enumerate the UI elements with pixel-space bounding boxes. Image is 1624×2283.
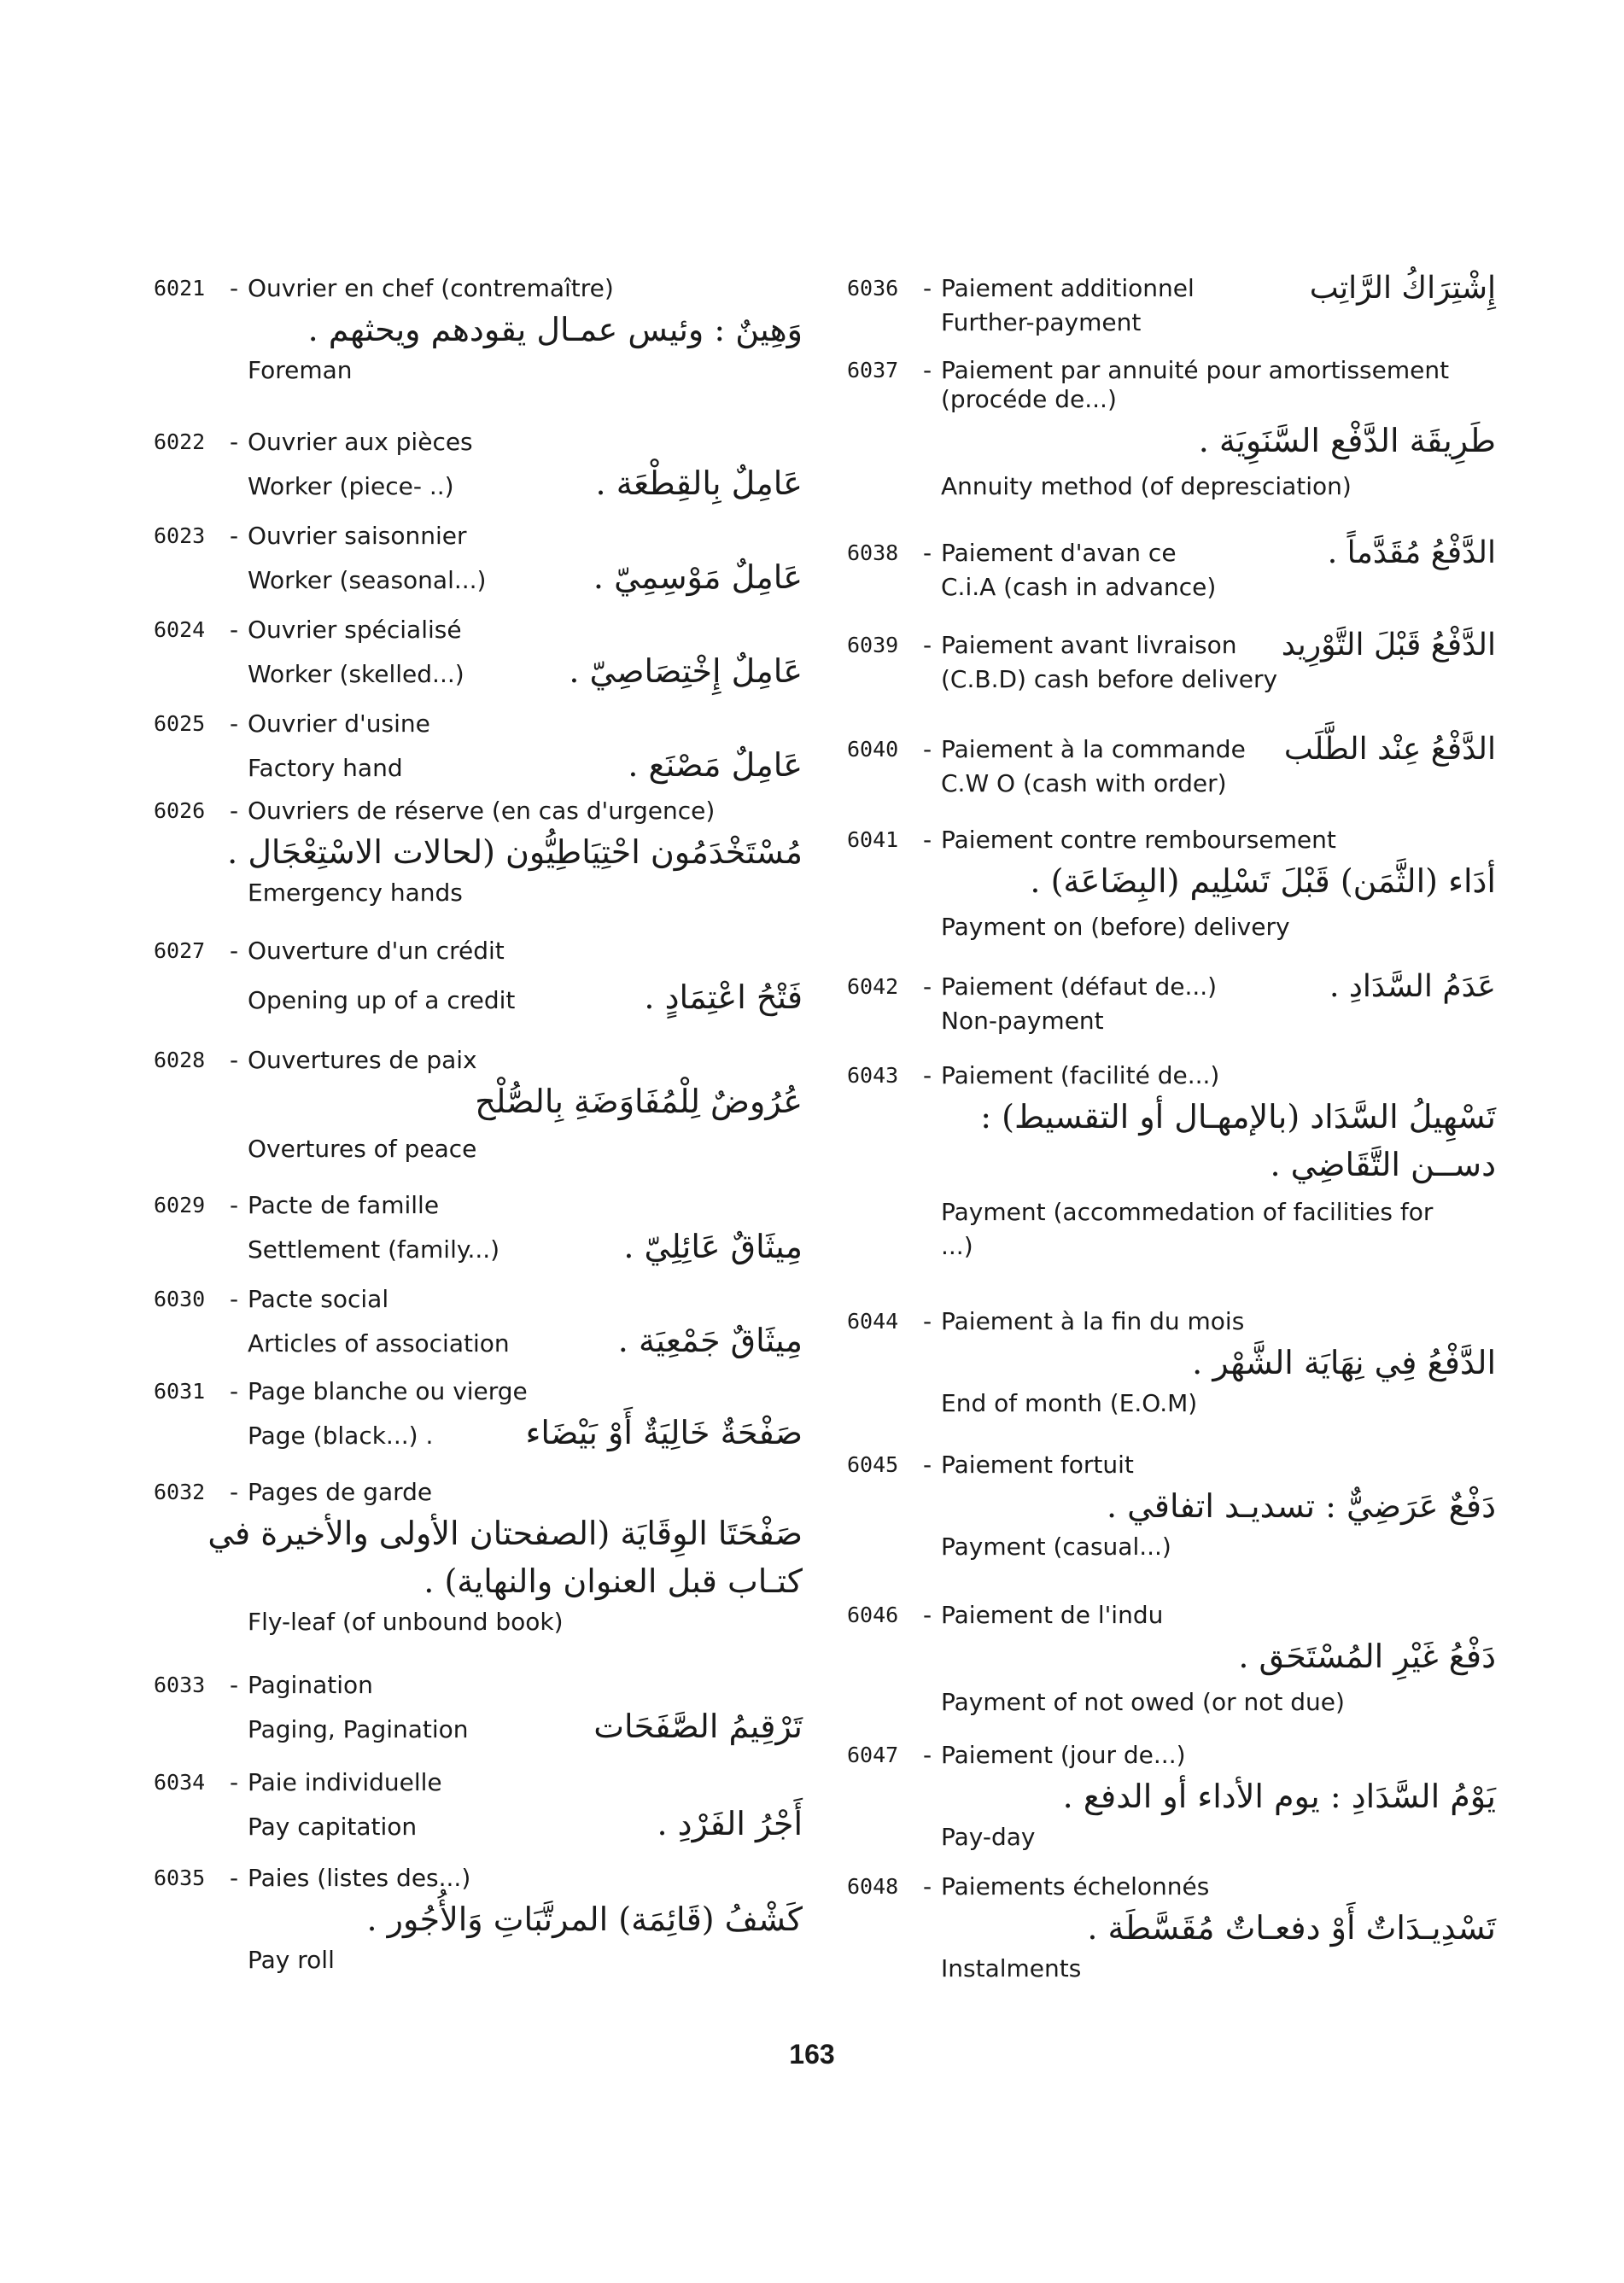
entry-number: 6045 bbox=[847, 1452, 899, 1477]
entry-6036: 6036 - Paiement additionnel إِشْتِرَاكُ الرَّاتِب Further-payment bbox=[847, 272, 1496, 340]
entry-6038: 6038 - Paiement d'avan ce الدَّفْعُ مُقَدَّماً . C.i.A (cash in advance) bbox=[847, 536, 1496, 604]
entry-6035: 6035 - Paies (listes des...) كَشْفُ (قَائِمَة) المرتَّبَاتِ وَالأُجُور . Pay roll bbox=[154, 1861, 803, 1977]
arabic-term: عَامِلٌ بِالقِطْعَة . bbox=[595, 464, 803, 502]
entry-number: 6029 bbox=[154, 1193, 206, 1217]
entry-number: 6030 bbox=[154, 1287, 206, 1311]
entry-number: 6036 bbox=[847, 276, 899, 301]
french-term: Paiement (défaut de...) bbox=[941, 972, 1218, 1001]
english-term: Fly-leaf (of unbound book) bbox=[248, 1608, 564, 1636]
entry-6045: 6045 - Paiement fortuit دَفْعٌ عَرَضِيٌّ : تسديـد اتفاقي . Payment (casual...) bbox=[847, 1448, 1496, 1564]
french-term: Ouvriers de réserve (en cas d'urgence) bbox=[248, 797, 716, 825]
entry-6027: 6027 - Ouverture d'un crédit Opening up of a credit فَتْحُ اعْتِمَادٍ . bbox=[154, 934, 803, 1021]
entry-number: 6046 bbox=[847, 1603, 899, 1627]
entry-number: 6025 bbox=[154, 711, 206, 736]
entry-number: 6023 bbox=[154, 523, 206, 548]
entry-6041: 6041 - Paiement contre remboursement أدَاء (الثَّمَن) قَبْلَ تَسْلِيم (البِضَاعَة) . Payment on (before) delivery bbox=[847, 823, 1496, 944]
entry-6024: 6024 - Ouvrier spécialisé Worker (skelled...) عَامِلٌ إِخْتِصَاصِيّ . bbox=[154, 613, 803, 695]
arabic-term: دَفْعٌ عَرَضِيٌّ : تسديـد اتفاقي . bbox=[1106, 1487, 1496, 1525]
page-number: 163 bbox=[789, 2039, 835, 2070]
french-term: Paie individuelle bbox=[248, 1768, 442, 1796]
arabic-term: فَتْحُ اعْتِمَادٍ . bbox=[644, 978, 803, 1016]
arabic-term: مِيثَاقٌ عَائِلِيّ . bbox=[623, 1228, 803, 1265]
french-term: Pacte social bbox=[248, 1285, 389, 1313]
english-term: Settlement (family...) bbox=[248, 1235, 500, 1264]
english-term: (C.B.D) cash before delivery bbox=[941, 665, 1278, 693]
arabic-term: تَرْقِيمُ الصَّفَحَات bbox=[593, 1708, 803, 1745]
entry-6022: 6022 - Ouvrier aux pièces Worker (piece- ..) عَامِلٌ بِالقِطْعَة . bbox=[154, 425, 803, 507]
arabic-term-line-2: دســن التَّقَاضِي . bbox=[1270, 1146, 1496, 1183]
english-term: End of month (E.O.M) bbox=[941, 1389, 1198, 1417]
entry-number: 6021 bbox=[154, 276, 206, 301]
entry-number: 6022 bbox=[154, 429, 206, 454]
entry-number: 6047 bbox=[847, 1743, 899, 1767]
french-term: Paiement fortuit bbox=[941, 1451, 1134, 1479]
english-term: Payment of not owed (or not due) bbox=[941, 1688, 1345, 1716]
arabic-term: عُرُوضٌ لِلْمُفَاوَضَةِ بِالصُّلْح bbox=[475, 1083, 803, 1120]
english-term: Payment (casual...) bbox=[941, 1533, 1171, 1561]
english-term: Pay roll bbox=[248, 1946, 335, 1974]
french-term: Ouvrier en chef (contremaître) bbox=[248, 274, 614, 302]
entry-6028: 6028 - Ouvertures de paix عُرُوضٌ لِلْمُفَاوَضَةِ بِالصُّلْح Overtures of peace bbox=[154, 1043, 803, 1166]
entry-6047: 6047 - Paiement (jour de...) يَوْمُ السَّدَادِ : يوم الأداء أو الدفع . Pay-day bbox=[847, 1738, 1496, 1854]
english-term: Worker (seasonal...) bbox=[248, 566, 487, 594]
english-term: Instalments bbox=[941, 1954, 1082, 1982]
english-term: Pay-day bbox=[941, 1823, 1036, 1851]
english-term: Overtures of peace bbox=[248, 1135, 477, 1163]
english-term: Further-payment bbox=[941, 308, 1142, 336]
french-term: Ouvrier spécialisé bbox=[248, 616, 462, 644]
entry-6042: 6042 - Paiement (défaut de...) عَدَمُ السَّدَادِ . Non-payment bbox=[847, 970, 1496, 1038]
entry-6031: 6031 - Page blanche ou vierge Page (black...) . صَفْحَةٌ خَالِيَةٌ أَوْ بَيْضَاء bbox=[154, 1375, 803, 1457]
english-term: Factory hand bbox=[248, 754, 403, 782]
arabic-term: إِشْتِرَاكُ الرَّاتِب bbox=[1309, 271, 1496, 306]
arabic-term: الدَّفْعُ فِي نِهَايَة الشَّهْر . bbox=[1192, 1344, 1496, 1381]
english-term: Pay capitation bbox=[248, 1813, 418, 1841]
french-term: Paies (listes des...) bbox=[248, 1864, 471, 1892]
arabic-term: مِيثَاقٌ جَمْعِيَة . bbox=[617, 1322, 803, 1359]
english-term: Page (black...) . bbox=[248, 1422, 434, 1450]
entry-number: 6037 bbox=[847, 358, 899, 382]
entry-number: 6031 bbox=[154, 1379, 206, 1404]
french-term: Ouvertures de paix bbox=[248, 1046, 477, 1074]
french-term: Paiement (facilité de...) bbox=[941, 1061, 1220, 1089]
arabic-term: عَامِلٌ مَصْنَع . bbox=[628, 746, 803, 784]
entry-number: 6048 bbox=[847, 1874, 899, 1899]
entry-6026: 6026 - Ouvriers de réserve (en cas d'urgence) مُسْتَخْدَمُون احْتِيَاطِيُّون (لحالات الاسْتِعْجَال . Emergency hands bbox=[154, 794, 803, 910]
french-term: Ouvrier aux pièces bbox=[248, 428, 473, 456]
arabic-term: أَجْرُ الفَرْدِ . bbox=[657, 1805, 803, 1842]
arabic-term: وَهِينٌ : وئيس عمـال يقودهم ويحثهم . bbox=[307, 311, 803, 348]
french-term: Paiement à la fin du mois bbox=[941, 1307, 1245, 1335]
entry-number: 6033 bbox=[154, 1673, 206, 1697]
english-term: Payment (accommedation of facilities for bbox=[941, 1198, 1434, 1226]
arabic-term: طَرِيقَة الدَّفْع السَّنَوِيَة . bbox=[1198, 422, 1496, 459]
english-term: C.i.A (cash in advance) bbox=[941, 573, 1217, 601]
entry-number: 6039 bbox=[847, 633, 899, 657]
arabic-term-line-1: تَسْهِيلُ السَّدَاد (بالإمهـال أو التقسيط) : bbox=[980, 1098, 1496, 1136]
french-term: Ouvrier saisonnier bbox=[248, 522, 467, 550]
french-term: Ouvrier d'usine bbox=[248, 709, 430, 738]
entry-number: 6035 bbox=[154, 1866, 206, 1890]
french-term: Paiement avant livraison bbox=[941, 631, 1237, 659]
entry-6033: 6033 - Pagination Paging, Pagination تَرْقِيمُ الصَّفَحَات bbox=[154, 1668, 803, 1750]
entry-number: 6044 bbox=[847, 1309, 899, 1334]
english-term: Foreman bbox=[248, 356, 353, 384]
french-term: Paiement contre remboursement bbox=[941, 826, 1336, 854]
entry-6025: 6025 - Ouvrier d'usine Factory hand عَامِلٌ مَصْنَع . bbox=[154, 707, 803, 789]
english-term: Payment on (before) delivery bbox=[941, 913, 1290, 941]
entry-6023: 6023 - Ouvrier saisonnier Worker (seasonal...) عَامِلٌ مَوْسِمِيّ . bbox=[154, 519, 803, 601]
entry-number: 6032 bbox=[154, 1480, 206, 1504]
entry-6044: 6044 - Paiement à la fin du mois الدَّفْعُ فِي نِهَايَة الشَّهْر . End of month (E.O.M) bbox=[847, 1305, 1496, 1421]
entry-number: 6041 bbox=[847, 827, 899, 852]
english-term: Opening up of a credit bbox=[248, 986, 516, 1014]
arabic-term-line-2: كتـاب قبل العنوان والنهاية) . bbox=[424, 1562, 803, 1600]
arabic-term: الدَّفْعُ مُقَدَّماً . bbox=[1327, 535, 1496, 570]
entry-6021: 6021 - Ouvrier en chef (contremaître) وَهِينٌ : وئيس عمـال يقودهم ويحثهم . Foreman bbox=[154, 272, 803, 388]
entry-number: 6034 bbox=[154, 1770, 206, 1795]
entry-6037: 6037 - Paiement par annuité pour amortissement (procéde de...) طَرِيقَة الدَّفْع السَّنَوِيَة . Annuity method (of depresciation) bbox=[847, 353, 1496, 504]
french-term: Paiement (jour de...) bbox=[941, 1741, 1186, 1769]
english-term: Emergency hands bbox=[248, 879, 463, 907]
arabic-term: يَوْمُ السَّدَادِ : يوم الأداء أو الدفع . bbox=[1062, 1778, 1496, 1815]
entry-number: 6040 bbox=[847, 737, 899, 762]
entry-6046: 6046 - Paiement de l'indu دَفْعُ غَيْرِ المُسْتَحَق . Payment of not owed (or not due) bbox=[847, 1598, 1496, 1720]
arabic-term: عَامِلٌ مَوْسِمِيّ . bbox=[593, 558, 803, 596]
arabic-term: صَفْحَةٌ خَالِيَةٌ أَوْ بَيْضَاء bbox=[525, 1414, 803, 1451]
arabic-term: تَسْدِيـدَاتٌ أَوْ دفعـاتٌ مُقَسَّطَة . bbox=[1087, 1909, 1496, 1947]
english-term: Paging, Pagination bbox=[248, 1715, 469, 1743]
french-term: Pages de garde bbox=[248, 1478, 433, 1506]
arabic-term: الدَّفْعُ قَبْلَ التَّوْرِيد bbox=[1281, 628, 1496, 663]
french-term: Paiement à la commande bbox=[941, 735, 1246, 763]
entry-6039: 6039 - Paiement avant livraison الدَّفْعُ قَبْلَ التَّوْرِيد (C.B.D) cash before delivery bbox=[847, 628, 1496, 697]
arabic-term: عَامِلٌ إِخْتِصَاصِيّ . bbox=[569, 652, 803, 690]
french-term: Page blanche ou vierge bbox=[248, 1377, 528, 1405]
french-term-continued: (procéde de...) bbox=[941, 385, 1117, 413]
entry-6029: 6029 - Pacte de famille Settlement (family...) مِيثَاقٌ عَائِلِيّ . bbox=[154, 1188, 803, 1270]
entry-number: 6043 bbox=[847, 1063, 899, 1088]
english-term-continued: ...) bbox=[941, 1232, 973, 1260]
arabic-term: أدَاء (الثَّمَن) قَبْلَ تَسْلِيم (البِضَاعَة) . bbox=[1030, 862, 1496, 900]
arabic-term: كَشْفُ (قَائِمَة) المرتَّبَاتِ وَالأُجُور . bbox=[366, 1901, 803, 1938]
entry-6048: 6048 - Paiements échelonnés تَسْدِيـدَاتٌ أَوْ دفعـاتٌ مُقَسَّطَة . Instalments bbox=[847, 1870, 1496, 1986]
french-term: Paiement d'avan ce bbox=[941, 539, 1177, 567]
arabic-term: عَدَمُ السَّدَادِ . bbox=[1329, 969, 1496, 1004]
english-term: Worker (piece- ..) bbox=[248, 472, 454, 500]
entry-number: 6028 bbox=[154, 1048, 206, 1072]
entry-6040: 6040 - Paiement à la commande الدَّفْعُ عِنْد الطَّلَب C.W O (cash with order) bbox=[847, 733, 1496, 801]
english-term: Articles of association bbox=[248, 1329, 510, 1358]
arabic-term: دَفْعُ غَيْرِ المُسْتَحَق . bbox=[1238, 1638, 1496, 1675]
english-term: Annuity method (of depresciation) bbox=[941, 472, 1352, 500]
entry-6034: 6034 - Paie individuelle Pay capitation أَجْرُ الفَرْدِ . bbox=[154, 1766, 803, 1848]
arabic-term: الدَّفْعُ عِنْد الطَّلَب bbox=[1283, 732, 1496, 767]
arabic-term: مُسْتَخْدَمُون احْتِيَاطِيُّون (لحالات الاسْتِعْجَال . bbox=[227, 833, 803, 871]
entry-6032: 6032 - Pages de garde صَفْحَتَا الوِقَايَة (الصفحتان الأولى والأخيرة في كتـاب قبل العنوان والنهاية) . Fly-leaf (of unbound book) bbox=[154, 1475, 803, 1639]
entry-number: 6027 bbox=[154, 938, 206, 963]
french-term: Ouverture d'un crédit bbox=[248, 937, 505, 965]
arabic-term-line-1: صَفْحَتَا الوِقَايَة (الصفحتان الأولى والأخيرة في bbox=[207, 1515, 803, 1552]
french-term: Paiement par annuité pour amortissement bbox=[941, 356, 1450, 384]
french-term: Pagination bbox=[248, 1671, 373, 1699]
entry-number: 6026 bbox=[154, 798, 206, 823]
french-term: Pacte de famille bbox=[248, 1191, 440, 1219]
entry-6043: 6043 - Paiement (facilité de...) تَسْهِيلُ السَّدَاد (بالإمهـال أو التقسيط) : دســن التَّقَاضِي . Payment (accommedation of facilities for ...) bbox=[847, 1059, 1496, 1264]
french-term: Paiements échelonnés bbox=[941, 1872, 1210, 1901]
french-term: Paiement de l'indu bbox=[941, 1601, 1164, 1629]
entry-6030: 6030 - Pacte social Articles of association مِيثَاقٌ جَمْعِيَة . bbox=[154, 1282, 803, 1364]
entry-number: 6038 bbox=[847, 540, 899, 565]
entry-number: 6042 bbox=[847, 974, 899, 999]
french-term: Paiement additionnel bbox=[941, 274, 1195, 302]
english-term: Non-payment bbox=[941, 1007, 1104, 1035]
entry-number: 6024 bbox=[154, 617, 206, 642]
english-term: Worker (skelled...) bbox=[248, 660, 464, 688]
english-term: C.W O (cash with order) bbox=[941, 769, 1227, 797]
